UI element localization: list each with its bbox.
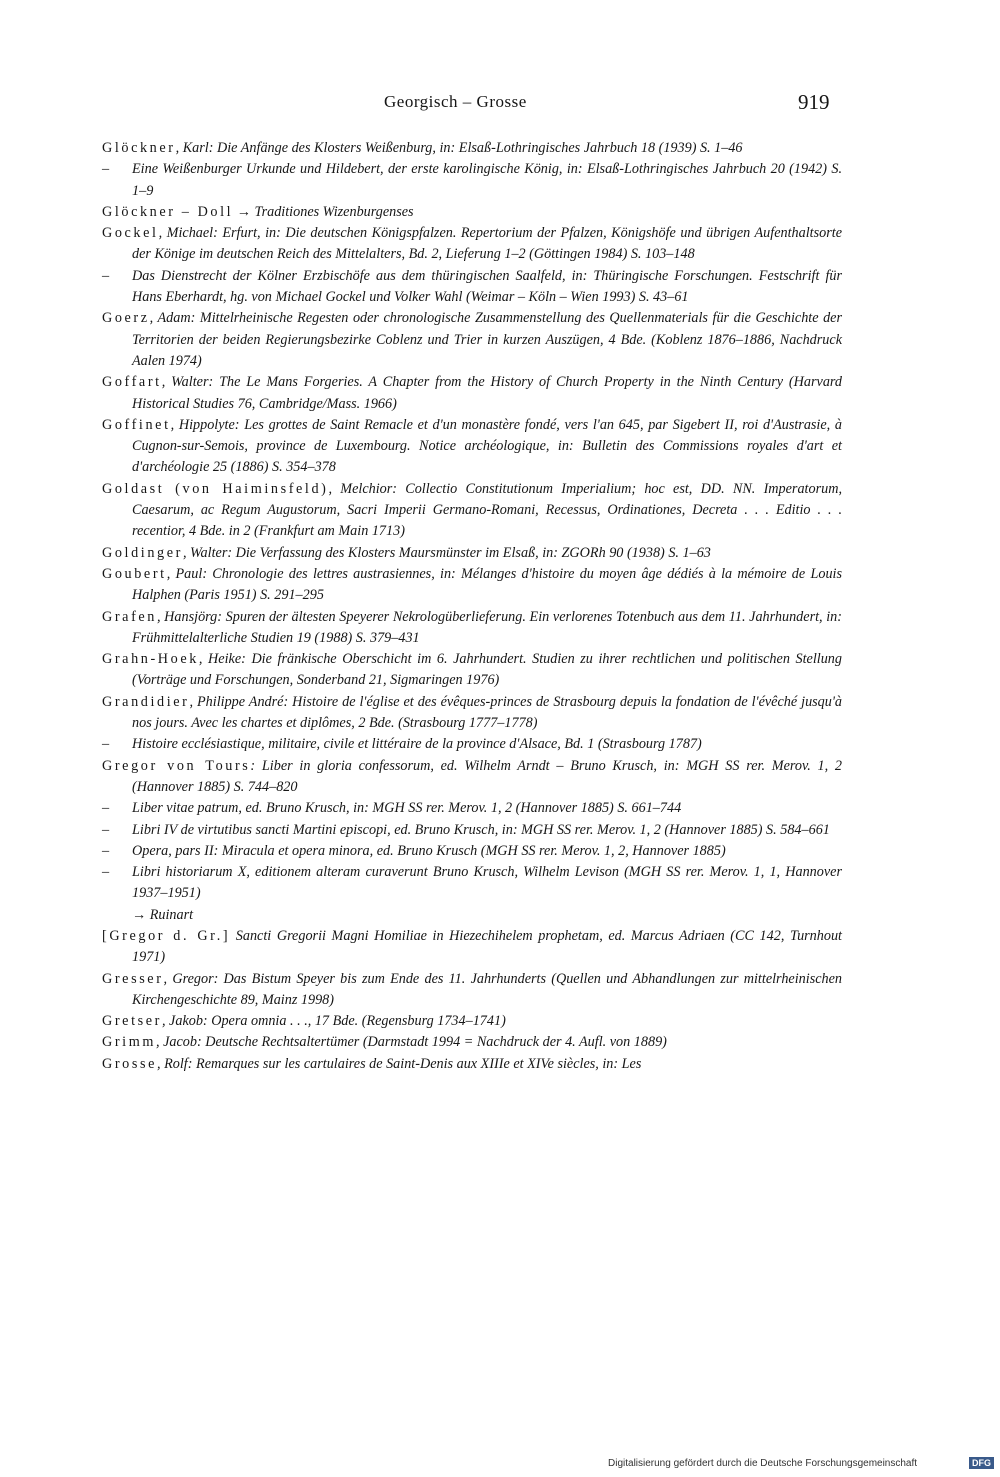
bibliography-subentry	[102, 841, 842, 862]
entry-text: , Paul: Chronologie des lettres austrasiennes, in: Mélanges d'histoire du moyen âge dédiés à la mémoire de Louis Halphen (Paris 1951) S. 291–295	[132, 565, 842, 604]
bibliography-entry	[102, 479, 842, 543]
page-header	[0, 92, 1000, 122]
bibliography-entry	[102, 1054, 842, 1075]
entry-text: Histoire ecclésiastique, militaire, civile et littéraire de la province d'Alsace, Bd. 1 (Strasbourg 1787)	[132, 736, 702, 753]
bibliography-entry	[102, 607, 842, 650]
entry-text: , Michael: Erfurt, in: Die deutschen Königspfalzen. Repertorium der Pfalzen, Königshöfe und übrigen Aufenthaltsorte der Könige im deutschen Reich des Mittelalters, Bd. 2, Lieferung 1–2 (Göttingen 1984) S. 103–148	[132, 225, 842, 263]
entry-text: , Walter: Die Verfassung des Klosters Maursmünster im Elsaß, in: ZGORh 90 (1938) S. 1–63	[182, 544, 711, 561]
entry-text: Das Dienstrecht der Kölner Erzbischöfe aus dem thüringischen Saalfeld, in: Thüringische Forschungen. Festschrift für Hans Eberhardt, hg. von Michael Gockel und Volker Wahl (Weimar – Köln – Wien 1993) S. 43–61	[132, 267, 842, 306]
bibliography-entry	[102, 308, 842, 372]
entry-text: Libri IV de virtutibus sancti Martini episcopi, ed. Bruno Krusch, in: MGH SS rer. Merov. 1, 2 (Hannover 1885) S. 584–661	[132, 821, 830, 838]
bibliography-entry	[102, 926, 842, 969]
entry-text: , Jakob: Opera omnia . . ., 17 Bde. (Regensburg 1734–1741)	[161, 1013, 506, 1030]
entry-text: , Melchior: Collectio Constitutionum Imperialium; hoc est, DD. NN. Imperatorum, Caesarum, ac Regum Augustorum, Sacri Imperii Germano-Romani, Recessus, Ordinationes, Decreta . . . Editio . . . recentior, 4 Bde. in 2 (Frankfurt am Main 1713)	[132, 480, 842, 540]
entry-text: Opera, pars II: Miracula et opera minora, ed. Bruno Krusch (MGH SS rer. Merov. 1, 2, Hannover 1885)	[132, 842, 726, 859]
bibliography-subentry	[102, 159, 842, 202]
author-name: Goldinger	[102, 544, 183, 561]
bibliography-entry	[102, 223, 842, 266]
author-name: Goffart	[102, 374, 162, 391]
entry-dash: –	[102, 161, 110, 178]
bibliography-subentry	[102, 862, 842, 926]
bibliography-subentry	[102, 734, 842, 755]
entry-text: → Traditiones Wizenburgenses	[233, 203, 414, 220]
entry-dash: –	[102, 800, 110, 817]
author-name: Grimm	[102, 1034, 156, 1051]
author-name: Goffinet	[102, 416, 171, 433]
bibliography-entry	[102, 415, 842, 479]
author-name: Grahn-Hoek	[102, 651, 199, 668]
footer-credit: Digitalisierung gefördert durch die Deutsche Forschungsgemeinschaft	[608, 1458, 918, 1469]
author-name: Grafen	[102, 608, 157, 625]
entry-text: , Jacob: Deutsche Rechtsaltertümer (Darmstadt 1994 = Nachdruck der 4. Aufl. von 1889)	[155, 1034, 667, 1051]
footer	[608, 1456, 998, 1474]
author-name: Goerz	[102, 310, 150, 327]
entry-dash: –	[102, 821, 110, 838]
bibliography-subentry	[102, 266, 842, 309]
author-name: Gretser	[102, 1013, 162, 1030]
entry-text: , Hippolyte: Les grottes de Saint Remacle et d'un monastère fondé, vers l'an 645, par Sigebert II, roi d'Austrasie, à Cugnon-sur-Semois, province de Luxembourg. Notice archéologique, in: Bulletin des Commissions royales d'art et d'archéologie 25 (1886) S. 354–378	[132, 416, 842, 476]
running-title: Georgisch – Grosse	[384, 92, 527, 111]
entry-text: , Philippe André: Histoire de l'église et des évêques-princes de Strasbourg depuis la fondation de l'évêché jusqu'à nos jours. Avec les chartes et diplômes, 2 Bde. (Strasbourg 1777–1778)	[132, 693, 842, 732]
bibliography-entry	[102, 372, 842, 415]
bibliography-entry	[102, 649, 842, 692]
bibliography-entry	[102, 564, 842, 607]
entry-dash: –	[102, 842, 110, 859]
author-name: Goubert	[102, 565, 167, 582]
entry-text: , Rolf: Remarques sur les cartulaires de Saint-Denis aux XIIIe et XIVe siècles, in: Les	[157, 1055, 642, 1072]
entry-dash: –	[102, 736, 110, 753]
author-name: Grandidier	[102, 693, 190, 710]
entry-text: , Adam: Mittelrheinische Regesten oder chronologische Zusammenstellung des Quellenmaterials für die Geschichte der Territorien der beiden Regierungsbezirke Coblenz und Trier in kurzen Auszügen, 4 Bde. (Koblenz 1876–1886, Nachdruck Aalen 1974)	[132, 310, 842, 369]
bibliography-subentry	[102, 820, 842, 841]
entry-dash: –	[102, 267, 110, 284]
bibliography-entry	[102, 692, 842, 735]
author-name: Grosse	[102, 1055, 158, 1072]
page-number: 919	[798, 90, 830, 114]
entry-text: , Hansjörg: Spuren der ältesten Speyerer Nekrologüberlieferung. Ein verlorenes Totenbuch aus dem 11. Jahrhundert, in: Frühmittelalterliche Studien 19 (1988) S. 379–431	[132, 608, 842, 646]
entry-text: , Gregor: Das Bistum Speyer bis zum Ende des 11. Jahrhunderts (Quellen und Abhandlungen zur mittelrheinischen Kirchengeschichte 89, Mainz 1998)	[132, 970, 842, 1008]
bibliography-entry	[102, 138, 842, 159]
author-name: Gockel	[102, 225, 159, 242]
bibliography-entry	[102, 202, 842, 223]
entry-text: Eine Weißenburger Urkunde und Hildebert, der erste karolingische König, in: Elsaß-Lothringisches Jahrbuch 20 (1942) S. 1–9	[132, 161, 842, 199]
entry-text: : Liber in gloria confessorum, ed. Wilhelm Arndt – Bruno Krusch, in: MGH SS rer. Merov. 1, 2 (Hannover 1885) S. 744–820	[132, 757, 842, 795]
bibliography-entry	[102, 756, 842, 799]
author-name: Glöckner	[102, 140, 176, 156]
entry-text: Sancti Gregorii Magni Homiliae in Hiezechihelem prophetam, ed. Marcus Adriaen (CC 142, Turnhout 1971)	[132, 927, 842, 966]
author-name: [Gregor d. Gr.]	[102, 927, 231, 944]
bibliography-entry	[102, 1011, 842, 1032]
entry-text: Liber vitae patrum, ed. Bruno Krusch, in: MGH SS rer. Merov. 1, 2 (Hannover 1885) S. 661–744	[132, 800, 682, 817]
entry-text: , Karl: Die Anfänge des Klosters Weißenburg, in: Elsaß-Lothringisches Jahrbuch 18 (1939) S. 1–46	[175, 140, 743, 156]
bibliography-list	[102, 138, 842, 1075]
author-name: Goldast (von Haiminsfeld)	[102, 480, 329, 497]
entry-dash: –	[102, 864, 110, 881]
entry-text: , Heike: Die fränkische Oberschicht im 6. Jahrhundert. Studien zu ihrer rechtlichen und politischen Stellung (Vorträge und Forschungen, Sonderband 21, Sigmaringen 1976)	[132, 651, 842, 689]
cross-reference: → Ruinart	[132, 906, 194, 923]
entry-text: Libri historiarum X, editionem alteram curaverunt Bruno Krusch, Wilhelm Levison (MGH SS rer. Merov. 1, 1, Hannover 1937–1951)	[132, 864, 842, 902]
author-name: Gresser	[102, 970, 164, 987]
bibliography-entry	[102, 969, 842, 1012]
bibliography-entry	[102, 1032, 842, 1053]
bibliography-entry	[102, 543, 842, 564]
author-name: Glöckner – Doll	[102, 203, 234, 220]
entry-text: , Walter: The Le Mans Forgeries. A Chapter from the History of Church Property in the Ninth Century (Harvard Historical Studies 76, Cambridge/Mass. 1966)	[132, 374, 842, 412]
author-name: Gregor von Tours	[102, 757, 251, 774]
bibliography-subentry	[102, 798, 842, 819]
dfg-logo: DFG	[969, 1457, 994, 1469]
